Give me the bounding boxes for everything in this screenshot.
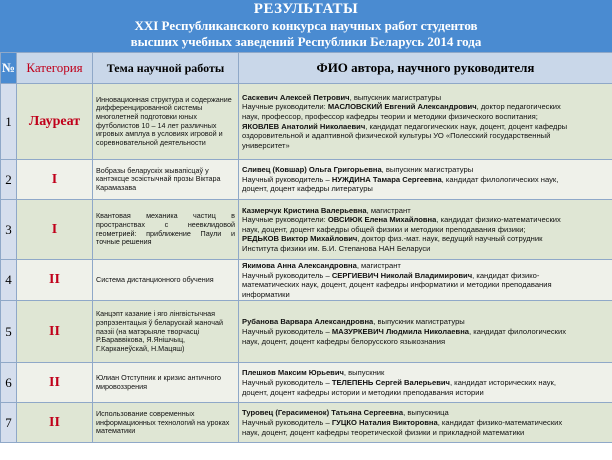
table-row bbox=[1, 363, 612, 403]
author-line bbox=[242, 418, 609, 428]
row-number: 5 bbox=[1, 301, 17, 363]
author-line bbox=[242, 184, 609, 194]
table-row bbox=[1, 200, 612, 260]
row-number: 1 bbox=[1, 84, 17, 160]
author-line bbox=[242, 244, 609, 254]
table-row bbox=[1, 84, 612, 160]
person-name: ГУЦКО Наталия Викторовна bbox=[331, 418, 438, 428]
author-line bbox=[242, 280, 609, 290]
column-header-category: Категория bbox=[17, 53, 93, 84]
row-category: I bbox=[17, 200, 93, 260]
author-line bbox=[242, 337, 609, 347]
table-header-row bbox=[1, 53, 612, 84]
author-line bbox=[242, 327, 609, 337]
row-category: II bbox=[17, 301, 93, 363]
author-text: , выпускник bbox=[343, 368, 385, 378]
author-line bbox=[242, 131, 609, 141]
author-text: , выпускница bbox=[403, 408, 449, 418]
author-text: Научный руководитель – bbox=[242, 327, 332, 337]
author-line bbox=[242, 112, 609, 122]
author-line bbox=[242, 165, 609, 175]
author-text: Научный руководитель – bbox=[242, 270, 332, 280]
page-title: РЕЗУЛЬТАТЫ bbox=[253, 1, 359, 17]
row-category: II bbox=[17, 363, 93, 403]
page-subtitle-line2: высших учебных заведений Республики Беларусь 2014 года bbox=[130, 34, 482, 49]
row-number: 6 bbox=[1, 363, 17, 403]
row-author bbox=[239, 160, 612, 200]
author-line bbox=[242, 93, 609, 103]
person-name: Плешков Максим Юрьевич bbox=[242, 368, 344, 378]
author-line bbox=[242, 141, 609, 151]
row-topic: Вобразы беларускіх жывапісцаў у кантэксце эсэістычнай прозы Віктара Карамазава bbox=[93, 160, 239, 200]
column-header-number: № bbox=[1, 53, 17, 84]
row-author bbox=[239, 200, 612, 260]
row-topic: Инновационная структура и содержание дифференцированной системы многолетней подготовки юных футболистов 10 – 14 лет различных игровых амплуа в условиях игровой и соревновательной деятельности bbox=[93, 84, 239, 160]
author-text: математических наук, доцент, доцент кафедры информатики и методики преподавания bbox=[242, 280, 552, 290]
title-banner bbox=[0, 0, 612, 52]
row-number: 3 bbox=[1, 200, 17, 260]
author-line bbox=[242, 175, 609, 185]
row-number: 4 bbox=[1, 260, 17, 301]
person-name: ОВСИЮК Елена Михайловна bbox=[327, 215, 437, 225]
author-line bbox=[242, 290, 609, 300]
author-line bbox=[242, 317, 609, 327]
author-text: , кандидат физико-математических bbox=[437, 418, 563, 428]
author-text: Научные руководители: bbox=[242, 102, 328, 112]
author-text: , доктор физ.-мат. наук, ведущий научный сотрудник bbox=[357, 234, 543, 244]
author-line bbox=[242, 428, 609, 438]
person-name: СЕРГИЕВИЧ Николай Владимирович bbox=[331, 270, 473, 280]
author-text: , выпускник магистратуры bbox=[349, 92, 442, 102]
person-name: Якимова Анна Александровна bbox=[242, 261, 357, 270]
author-text: доцент, доцент кафедры истории и методики преподавания истории bbox=[242, 387, 484, 397]
table-row bbox=[1, 301, 612, 363]
author-text: Научные руководители: bbox=[242, 215, 328, 225]
author-text: , кандидат исторических наук, bbox=[449, 378, 556, 388]
author-text: наук, доцент, доцент кафедры общей физики и методики преподавания физики; bbox=[242, 224, 526, 234]
author-line bbox=[242, 388, 609, 398]
row-topic: Система дистанционного обучения bbox=[93, 260, 239, 301]
author-text: университет» bbox=[242, 140, 290, 150]
author-line bbox=[242, 215, 609, 225]
author-line bbox=[242, 408, 609, 418]
author-text: информатики bbox=[242, 289, 290, 299]
author-line bbox=[242, 225, 609, 235]
column-header-topic: Тема научной работы bbox=[93, 53, 239, 84]
author-text: , магистрант bbox=[366, 205, 411, 215]
row-topic: Квантовая механика частиц в пространствах с неевклидовой геометрией: приближение Паули и точные решения bbox=[93, 200, 239, 260]
row-number: 2 bbox=[1, 160, 17, 200]
row-category: I bbox=[17, 160, 93, 200]
row-author bbox=[239, 403, 612, 443]
person-name: Туровец (Герасименок) Татьяна Сергеевна bbox=[242, 408, 404, 418]
author-line bbox=[242, 122, 609, 132]
author-text: , выпускник магистратуры bbox=[373, 317, 465, 327]
row-author bbox=[239, 84, 612, 160]
author-line bbox=[242, 102, 609, 112]
author-line bbox=[242, 234, 609, 244]
row-category: II bbox=[17, 403, 93, 443]
author-line bbox=[242, 261, 609, 271]
author-text: доцент, доцент кафедры литературы bbox=[242, 184, 373, 194]
author-text: , кандидат физико-математических bbox=[436, 215, 561, 225]
author-line bbox=[242, 206, 609, 216]
person-name: ТЕЛЕПЕНЬ Сергей Валерьевич bbox=[331, 378, 450, 388]
person-name: НУЖДИНА Тамара Сергеевна bbox=[331, 174, 442, 184]
row-topic: Юлиан Отступник и кризис античного мировоззрения bbox=[93, 363, 239, 403]
row-category: Лауреат bbox=[17, 84, 93, 160]
author-text: , кандидат филологических наук, bbox=[441, 174, 559, 184]
author-text: наук, доцент, доцент кафедры белорусского языкознания bbox=[242, 336, 446, 346]
author-text: наук, профессор, профессор кафедры теории и методики физического воспитания; bbox=[242, 111, 538, 121]
author-text: оздоровительной и адаптивной физической культуры УО «Полесский государственный bbox=[242, 131, 551, 141]
row-topic: Канцэпт казание і яго лінгвістычная рэпрэзентацыя ў беларускай жаночай паэзіі (на матэрыяле творчасці Р.Бараввікова, Я.Янішчыц, Г.Карканеўскай, Н.Мацяш) bbox=[93, 301, 239, 363]
page-subtitle-line1: XXI Республиканского конкурса научных работ студентов bbox=[134, 18, 478, 33]
author-text: , кандидат педагогических наук, доцент, доцент кафедры bbox=[365, 121, 568, 131]
author-text: Научный руководитель – bbox=[242, 378, 332, 388]
table-row bbox=[1, 260, 612, 301]
author-text: , магистрант bbox=[356, 261, 401, 270]
results-table bbox=[0, 52, 612, 443]
person-name: РЕДЬКОВ Виктор Михайлович bbox=[242, 234, 358, 244]
person-name: МАЗУРКЕВИЧ Людмила Николаевна bbox=[331, 327, 470, 337]
author-line bbox=[242, 271, 609, 281]
author-text: , кандидат филологических bbox=[469, 327, 567, 337]
author-text: , доктор педагогических bbox=[476, 102, 561, 112]
author-text: , кандидат физико- bbox=[472, 270, 540, 280]
row-topic: Использование современных информационных технологий на уроках математики bbox=[93, 403, 239, 443]
person-name: Казмерчук Кристина Валерьевна bbox=[242, 205, 367, 215]
table-row bbox=[1, 403, 612, 443]
person-name: Сливец (Ковшар) Ольга Григорьевна bbox=[242, 165, 382, 175]
row-number: 7 bbox=[1, 403, 17, 443]
author-line bbox=[242, 378, 609, 388]
author-text: Института физики им. Б.И. Степанова НАН Беларуси bbox=[242, 243, 431, 253]
row-author bbox=[239, 301, 612, 363]
author-text: Научный руководитель – bbox=[242, 418, 332, 428]
author-line bbox=[242, 368, 609, 378]
person-name: Рубанова Варвара Александровна bbox=[242, 317, 374, 327]
person-name: Саскевич Алексей Петрович bbox=[242, 92, 350, 102]
person-name: МАСЛОВСКИЙ Евгений Александрович bbox=[327, 102, 477, 112]
table-body bbox=[1, 84, 612, 443]
person-name: ЯКОВЛЕВ Анатолий Николаевич bbox=[242, 121, 366, 131]
table-row bbox=[1, 160, 612, 200]
author-text: наук, доцент, доцент кафедры теоретической физики и прикладной математики bbox=[242, 427, 525, 437]
author-text: , выпускник магистратуры bbox=[381, 165, 474, 175]
row-author bbox=[239, 363, 612, 403]
row-author bbox=[239, 260, 612, 301]
author-text: Научный руководитель – bbox=[242, 174, 332, 184]
row-category: II bbox=[17, 260, 93, 301]
column-header-author: ФИО автора, научного руководителя bbox=[239, 53, 612, 84]
